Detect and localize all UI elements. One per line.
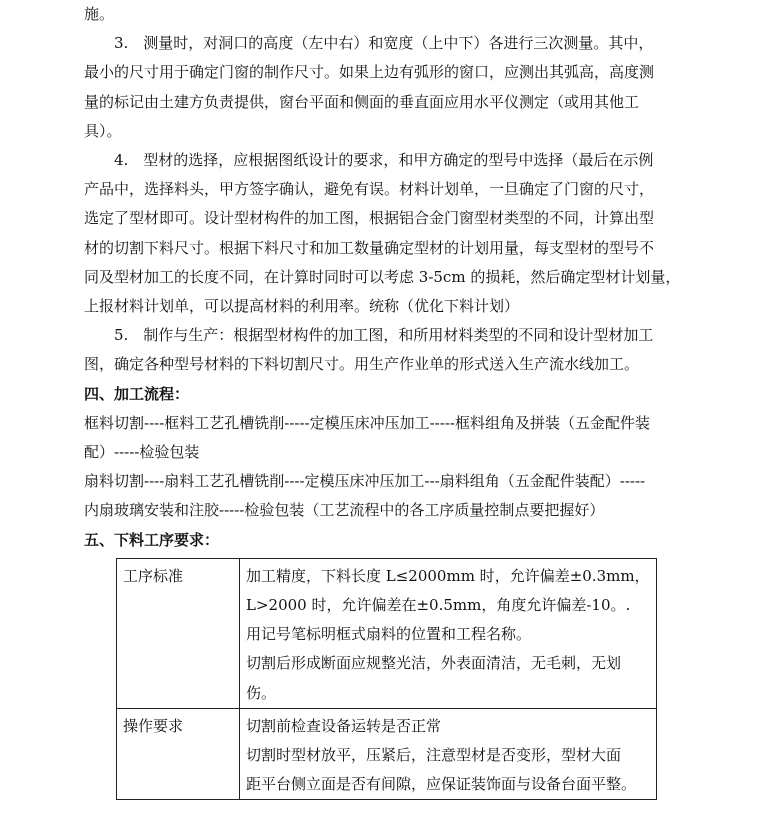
cell-line: 用记号笔标明框式扇料的位置和工程名称。 [246, 625, 532, 644]
text-line: 内扇玻璃安装和注胶-----检验包装（工艺流程中的各工序质量控制点要把握好） [84, 501, 605, 520]
table-row-key: 操作要求 [117, 708, 240, 800]
text-line: 量的标记由土建方负责提供，窗台平面和侧面的垂直面应用水平仪测定（或用其他工 [84, 92, 640, 111]
cell-line: 加工精度，下料长度 L≤2000mm 时，允许偏差±0.3mm， [246, 566, 650, 585]
text-line: 扇料切割----扇料工艺孔槽铣削----定模压床冲压加工---扇料组角（五金配件装配）----- [84, 472, 646, 491]
cell-line: 切割后形成断面应规整光洁，外表面清洁，无毛刺，无划 [246, 654, 622, 673]
cutting-requirements-table [116, 558, 657, 801]
cell-line: 切割前检查设备运转是否正常 [246, 716, 442, 735]
table-row-value [240, 708, 657, 800]
table-row [117, 708, 657, 800]
cell-line: 距平台侧立面是否有间隙，应保证装饰面与设备台面平整。 [246, 775, 637, 794]
table-row [117, 558, 657, 708]
section-heading: 五、下料工序要求： [84, 530, 220, 549]
text-line: 最小的尺寸用于确定门窗的制作尺寸。如果上边有弧形的窗口，应测出其弧高，高度测 [84, 63, 655, 82]
text-line: 施。 [84, 5, 115, 23]
text-line: 产品中，选择料头，甲方签字确认，避免有误。材料计划单，一旦确定了门窗的尺寸， [84, 180, 655, 199]
section-heading: 四、加工流程： [84, 384, 190, 403]
text-line: 上报材料计划单，可以提高材料的利用率。统称（优化下料计划） [84, 297, 520, 316]
text-line: 框料切割----框料工艺孔槽铣削-----定模压床冲压加工-----框料组角及拼装（五金配件装 [84, 413, 650, 432]
text-line: 4. 型材的选择，应根据图纸设计的要求，和甲方确定的型号中选择（最后在示例 [114, 151, 654, 170]
text-line: 材的切割下料尺寸。根据下料尺寸和加工数量确定型材的计划用量，每支型材的型号不 [84, 238, 655, 257]
text-line: 具）。 [84, 121, 122, 140]
text-line: 选定了型材即可。设计型材构件的加工图，根据铝合金门窗型材类型的不同，计算出型 [84, 209, 655, 228]
cell-line: 伤。 [246, 683, 277, 702]
table-row-key: 工序标准 [117, 558, 240, 708]
text-line: 配）-----检验包装 [84, 443, 200, 462]
cell-line: 切割时型材放平，压紧后，注意型材是否变形，型材大面 [246, 746, 622, 765]
table-row-value [240, 558, 657, 708]
cell-line: L>2000 时，允许偏差在±0.5mm，角度允许偏差-10。. [246, 596, 631, 615]
text-line: 同及型材加工的长度不同，在计算时同时可以考虑 3-5cm 的损耗，然后确定型材计划量， [84, 267, 681, 286]
text-line: 图，确定各种型号材料的下料切割尺寸。用生产作业单的形式送入生产流水线加工。 [84, 355, 640, 374]
text-line: 5. 制作与生产：根据型材构件的加工图，和所用材料类型的不同和设计型材加工 [114, 326, 654, 345]
text-line: 3. 测量时，对洞口的高度（左中右）和宽度（上中下）各进行三次测量。其中， [114, 34, 654, 53]
